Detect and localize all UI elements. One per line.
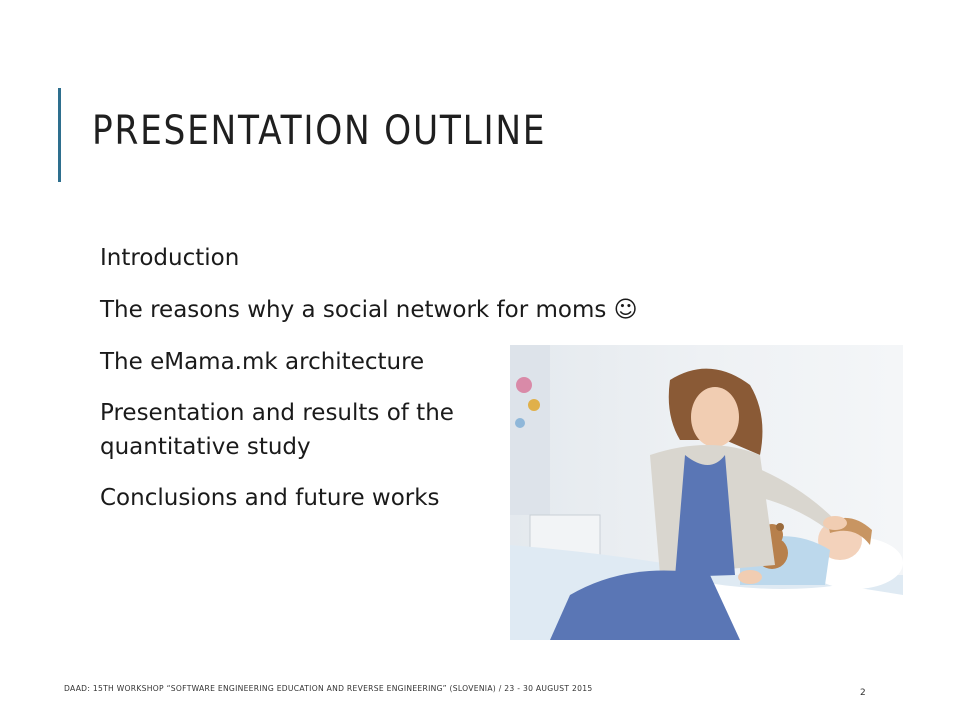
page-number: 2	[860, 688, 866, 698]
outline-item-conclusions: Conclusions and future works	[100, 485, 440, 511]
title-accent-bar	[58, 88, 61, 182]
outline-item-reasons: The reasons why a social network for moms ☺	[100, 297, 638, 323]
outline-list	[100, 240, 638, 532]
outline-item-architecture: The eMama.mk architecture	[100, 349, 425, 375]
mother-child-photo	[510, 345, 903, 640]
slide-title: PRESENTATION OUTLINE	[92, 108, 547, 154]
outline-item-study: Presentation and results of the quantitative study	[100, 400, 454, 460]
slide-footer: DAAD: 15TH WORKSHOP “SOFTWARE ENGINEERING EDUCATION AND REVERSE ENGINEERING” (SLOVENIA) / 23 - 30 AUGUST 2015	[64, 684, 593, 693]
outline-item-introduction: Introduction	[100, 245, 240, 271]
